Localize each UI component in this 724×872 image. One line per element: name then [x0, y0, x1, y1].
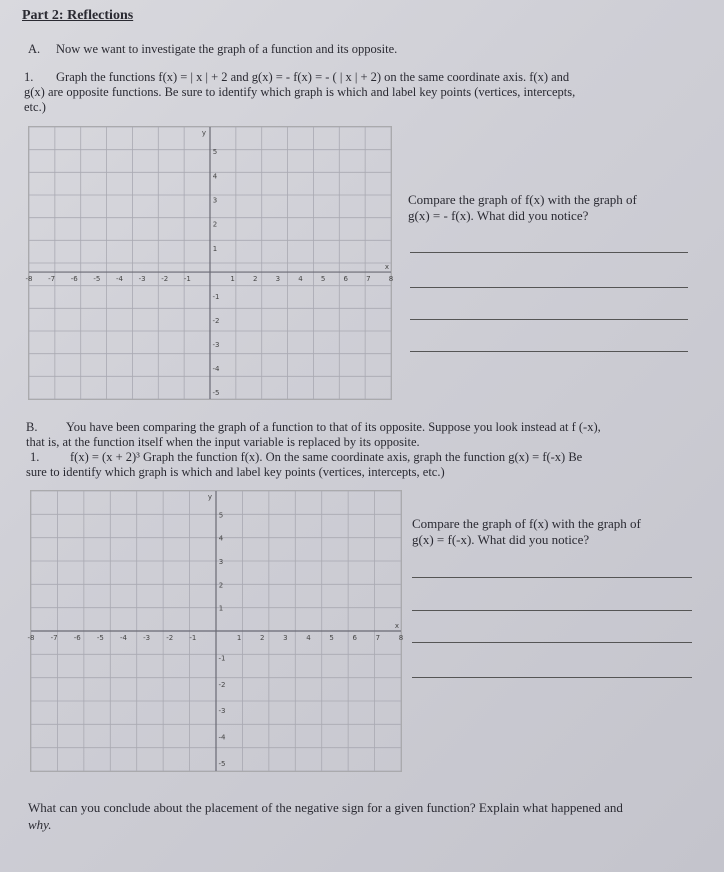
- part-a-compare-line1: Compare the graph of f(x) with the graph of: [408, 192, 637, 207]
- conclusion-question-line1: What can you conclude about the placement of the negative sign for a given function? Explain what happened and: [28, 800, 623, 815]
- part-b-compare-line2: g(x) = f(-x). What did you notice?: [412, 532, 590, 547]
- grid-a-x-tick-label: -3: [138, 275, 146, 284]
- graph-grid-a: [25, 126, 394, 400]
- part-b-line2: that is, at the function itself when the input variable is replaced by its opposite.: [26, 435, 420, 449]
- answer-line-b4: [412, 677, 692, 678]
- grid-a-x-tick-label: -8: [25, 275, 33, 284]
- grid-b-y-tick-label: 5: [218, 511, 224, 520]
- grid-a-x-axis-label: x: [384, 263, 390, 272]
- grid-b-x-tick-label: -1: [189, 634, 197, 642]
- part-b-number: 1.: [30, 450, 40, 464]
- grid-b-y-tick-label: -2: [218, 680, 226, 689]
- part-b-compare-line1: Compare the graph of f(x) with the graph of: [412, 516, 641, 531]
- part-b-line3: f(x) = (x + 2)³ Graph the function f(x). On the same coordinate axis, graph the function g(x) = f(-x) Be: [70, 450, 583, 464]
- grid-a-y-tick-label: 5: [212, 148, 218, 157]
- grid-b-x-axis-label: x: [394, 622, 400, 630]
- grid-b-x-tick-label: -7: [50, 634, 58, 642]
- grid-b-x-tick-label: -8: [27, 634, 35, 642]
- coordinate-plane-b: [27, 491, 404, 771]
- grid-b-y-tick-label: 3: [218, 558, 224, 566]
- grid-b-x-tick-label: -4: [120, 634, 127, 642]
- grid-a-x-tick-label: -5: [93, 275, 101, 284]
- part-a-label: A.: [28, 42, 41, 56]
- answer-line-a2: [410, 287, 688, 288]
- grid-a-x-tick-label: 3: [275, 275, 281, 284]
- part-a-compare-line2: g(x) = - f(x). What did you notice?: [408, 208, 589, 223]
- grid-b-y-tick-label: 2: [218, 581, 224, 590]
- part-b-line1: You have been comparing the graph of a function to that of its opposite. Suppose you look instead at f (-x),: [66, 420, 601, 434]
- answer-line-b1: [412, 577, 692, 578]
- grid-a-x-tick-label: -2: [161, 275, 169, 284]
- grid-b-x-tick-label: 4: [306, 634, 311, 642]
- grid-b-y-tick-label: 1: [218, 604, 224, 613]
- grid-b-x-tick-label: 8: [398, 634, 404, 642]
- grid-b-x-tick-label: -5: [96, 634, 104, 642]
- grid-a-y-tick-label: 1: [212, 244, 218, 253]
- page-title: Part 2: Reflections: [22, 8, 134, 23]
- answer-line-b3: [412, 642, 692, 643]
- grid-b-y-tick-label: 4: [218, 534, 224, 543]
- grid-a-x-tick-label: 8: [388, 275, 394, 284]
- grid-a-x-tick-label: 5: [320, 275, 326, 284]
- grid-b-x-tick-label: 7: [375, 634, 381, 642]
- grid-a-x-tick-label: -6: [70, 275, 78, 284]
- grid-a-y-tick-label: -4: [212, 364, 220, 373]
- part-a-instruction-line2: g(x) are opposite functions. Be sure to identify which graph is which and label key points (vertices, intercepts,: [24, 85, 576, 99]
- grid-b-x-tick-label: -3: [143, 634, 151, 642]
- grid-a-y-tick-label: 4: [212, 172, 218, 181]
- grid-b-x-tick-label: -2: [166, 634, 174, 642]
- answer-line-b2: [412, 610, 692, 611]
- grid-b-y-tick-label: -4: [218, 733, 226, 742]
- conclusion-question-line2: why.: [28, 817, 52, 832]
- answer-line-a4: [410, 351, 688, 352]
- grid-a-y-tick-label: 3: [212, 196, 218, 205]
- grid-a-y-tick-label: -1: [212, 293, 220, 302]
- grid-b-y-tick-label: -1: [218, 654, 226, 663]
- grid-a-y-tick-label: 2: [212, 220, 218, 229]
- grid-b-y-axis-label: y: [207, 493, 213, 501]
- part-a-instruction-line1: Graph the functions f(x) = | x | + 2 and g(x) = - f(x) = - ( | x | + 2) on the same coordinate axis. f(x) and: [56, 70, 570, 84]
- grid-a-x-tick-label: 7: [366, 275, 371, 284]
- grid-b-x-tick-label: 2: [260, 634, 265, 642]
- grid-b-x-tick-label: -6: [73, 634, 81, 642]
- answer-line-a1: [410, 252, 688, 253]
- grid-a-x-tick-label: 2: [253, 275, 258, 284]
- grid-a-y-tick-label: -3: [212, 340, 220, 349]
- grid-a-y-tick-label: -2: [212, 316, 220, 325]
- grid-b-x-tick-label: 1: [236, 634, 242, 642]
- grid-a-x-tick-label: 6: [343, 275, 348, 284]
- grid-b-x-tick-label: 6: [352, 634, 357, 642]
- coordinate-plane-a: [25, 127, 394, 399]
- grid-b-x-tick-label: 5: [329, 634, 334, 642]
- part-a-number: 1.: [24, 70, 34, 84]
- grid-a-y-axis-label: y: [201, 129, 207, 137]
- grid-a-x-tick-label: -1: [183, 275, 191, 284]
- part-b-label: B.: [26, 420, 38, 434]
- graph-grid-b: [27, 490, 404, 772]
- part-b-line4: sure to identify which graph is which and label key points (vertices, intercepts, etc.): [26, 465, 445, 479]
- grid-b-x-tick-label: 3: [283, 634, 288, 642]
- answer-line-a3: [410, 319, 688, 320]
- grid-a-x-tick-label: 4: [298, 275, 303, 284]
- grid-a-x-tick-label: -4: [116, 275, 123, 284]
- grid-b-y-tick-label: -3: [218, 707, 226, 716]
- grid-a-y-tick-label: -5: [212, 388, 220, 397]
- grid-b-y-tick-label: -5: [218, 760, 226, 769]
- grid-a-x-tick-label: -7: [48, 275, 56, 284]
- part-a-instruction-line3: etc.): [24, 100, 46, 114]
- grid-a-x-tick-label: 1: [230, 275, 235, 284]
- part-a-intro: Now we want to investigate the graph of a function and its opposite.: [56, 42, 398, 56]
